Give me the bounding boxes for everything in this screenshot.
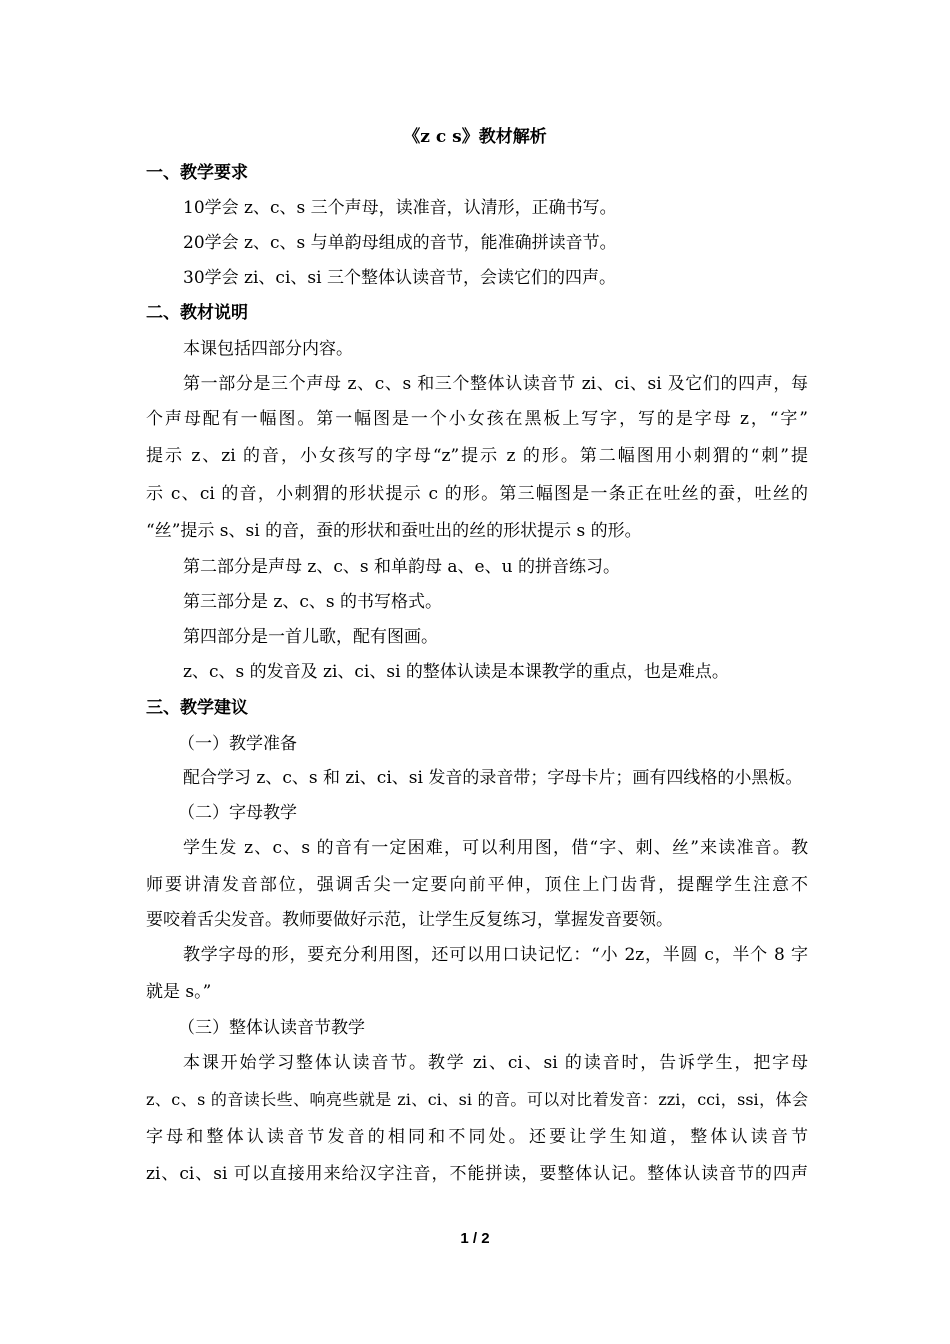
paragraph-line: 本课开始学习整体认读音节。教学 zi、ci、si 的读音时，告诉学生，把字母 bbox=[183, 1053, 808, 1073]
requirement-item: 20学会 z、c、s 与单韵母组成的音节，能准确拼读音节。 bbox=[183, 233, 617, 253]
paragraph-line: 第二部分是声母 z、c、s 和单韵母 a、e、u 的拼音练习。 bbox=[183, 557, 620, 577]
paragraph-line: 教学字母的形，要充分利用图，还可以用口诀记忆：“小 2z，半圆 c，半个 8 字 bbox=[183, 945, 808, 965]
paragraph-line: 示 c、ci 的音，小刺猬的形状提示 c 的形。第三幅图是一条正在吐丝的蚕，吐丝的 bbox=[146, 484, 808, 504]
document-title: 《z c s》教材解析 bbox=[403, 127, 547, 147]
paragraph-line: “丝”提示 s、si 的音，蚕的形状和蚕吐出的丝的形状提示 s 的形。 bbox=[146, 521, 642, 541]
paragraph-line: zi、ci、si 可以直接用来给汉字注音，不能拼读，要整体认记。整体认读音节的四声 bbox=[146, 1164, 808, 1184]
paragraph-line: 就是 s。” bbox=[146, 982, 212, 1002]
paragraph-line: 第一部分是三个声母 z、c、s 和三个整体认读音节 zi、ci、si 及它们的四声，每 bbox=[183, 374, 808, 394]
paragraph-line: 学生发 z、c、s 的音有一定困难，可以利用图，借“字、刺、丝”来读准音。教 bbox=[183, 838, 808, 858]
paragraph-line: z、c、s 的音读长些、响亮些就是 zi、ci、si 的音。可以对比着发音：zzi，cci，ssi，体会 bbox=[146, 1090, 808, 1109]
paragraph-line: 提示 z、zi 的音，小女孩写的字母“z”提示 z 的形。第二幅图用小刺猬的“刺”提 bbox=[146, 446, 808, 466]
subsection-heading: （三）整体认读音节教学 bbox=[178, 1018, 365, 1038]
paragraph-line: 第四部分是一首儿歌，配有图画。 bbox=[183, 627, 438, 647]
paragraph-line: 个声母配有一幅图。第一幅图是一个小女孩在黑板上写字，写的是字母 z，“字” bbox=[146, 409, 808, 429]
section-heading-requirements: 一、教学要求 bbox=[146, 163, 248, 183]
subsection-heading: （二）字母教学 bbox=[178, 803, 297, 823]
section-heading-materials: 二、教材说明 bbox=[146, 303, 248, 323]
requirement-item: 30学会 zi、ci、si 三个整体认读音节，会读它们的四声。 bbox=[183, 268, 616, 288]
paragraph-line: 配合学习 z、c、s 和 zi、ci、si 发音的录音带；字母卡片；画有四线格的小黑板。 bbox=[183, 768, 803, 788]
requirement-item: 10学会 z、c、s 三个声母，读准音，认清形，正确书写。 bbox=[183, 198, 617, 218]
paragraph-line: z、c、s 的发音及 zi、ci、si 的整体认读是本课教学的重点，也是难点。 bbox=[183, 662, 729, 682]
section-heading-suggestions: 三、教学建议 bbox=[146, 698, 248, 718]
paragraph-line: 字母和整体认读音节发音的相同和不同处。还要让学生知道，整体认读音节 bbox=[146, 1127, 808, 1147]
subsection-heading: （一）教学准备 bbox=[178, 734, 297, 754]
paragraph-line: 第三部分是 z、c、s 的书写格式。 bbox=[183, 592, 443, 612]
paragraph-line: 师要讲清发音部位，强调舌尖一定要向前平伸，顶住上门齿背，提醒学生注意不 bbox=[146, 875, 808, 895]
paragraph-line: 要咬着舌尖发音。教师要做好示范，让学生反复练习，掌握发音要领。 bbox=[146, 910, 673, 930]
page-number: 1 / 2 bbox=[460, 1230, 490, 1247]
paragraph-line: 本课包括四部分内容。 bbox=[183, 339, 353, 359]
